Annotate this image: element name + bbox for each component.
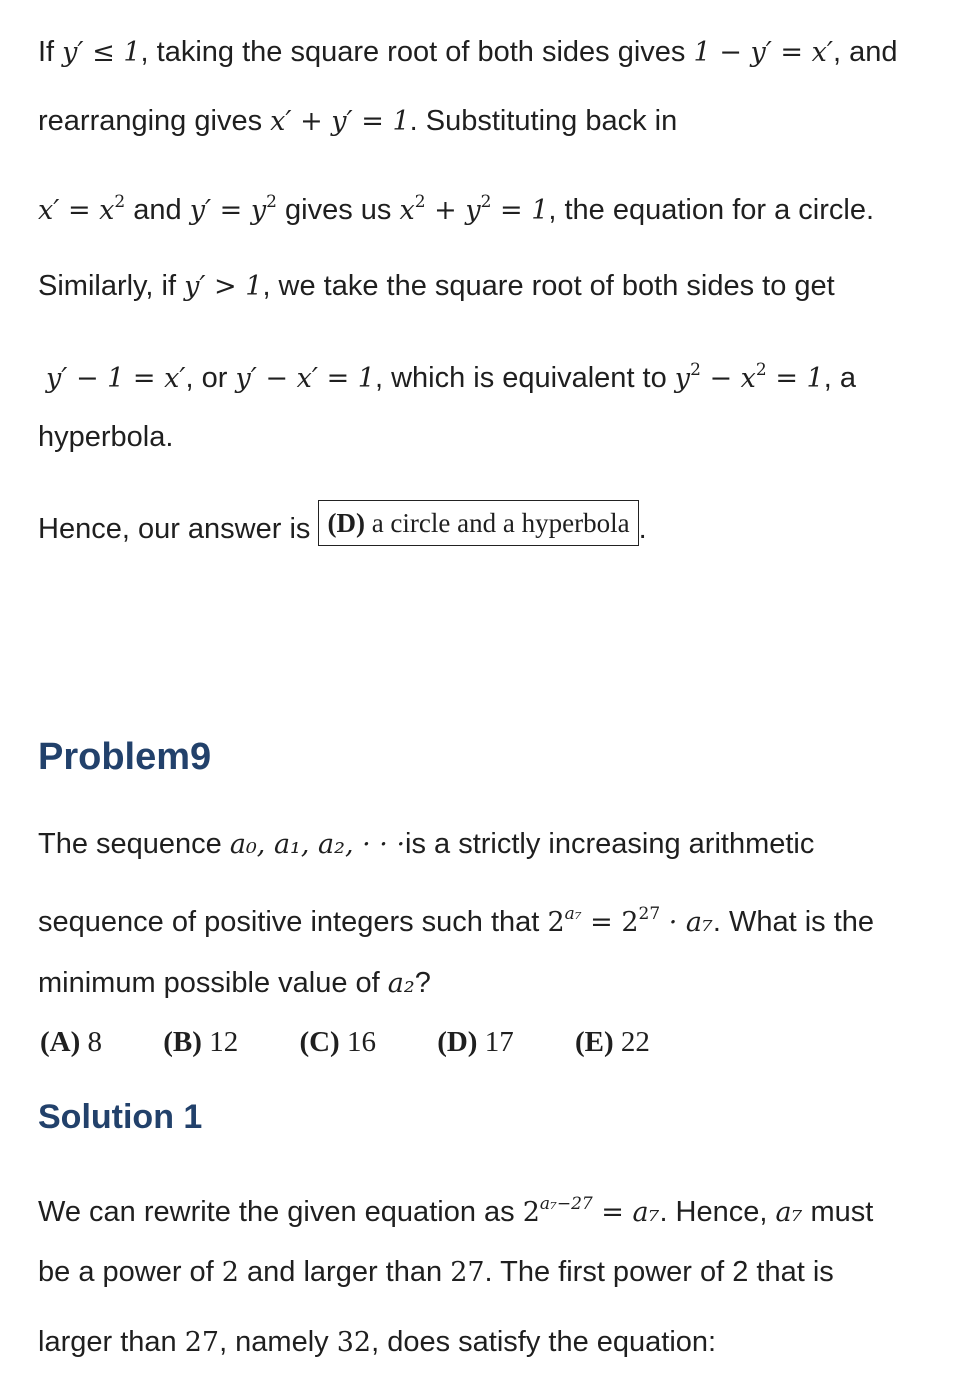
math: y′ > 1	[184, 271, 263, 302]
text: minimum possible value of	[38, 967, 388, 999]
answer-line	[38, 500, 647, 558]
math: a₇	[775, 1197, 803, 1228]
text: , taking the square root of both sides gives	[140, 36, 694, 68]
math: 27	[184, 1327, 220, 1358]
text: must	[802, 1196, 874, 1228]
text: We can rewrite the given equation as	[38, 1196, 523, 1228]
solution-line1	[38, 1184, 873, 1233]
text: , does satisfy the equation:	[371, 1326, 717, 1358]
text: , which is equivalent to	[374, 362, 675, 394]
math: = 2	[581, 907, 639, 938]
math: 2	[522, 1197, 540, 1228]
text: rearranging gives	[38, 105, 271, 137]
math: y′ − x′ = 1	[235, 363, 375, 394]
choice-d: (D) 17	[437, 1026, 514, 1058]
problem-line1	[38, 824, 814, 865]
para1-line3	[38, 182, 874, 231]
math: y	[674, 363, 691, 394]
para2-line1	[38, 266, 835, 307]
para1-line2	[38, 101, 677, 142]
text: ?	[414, 967, 431, 999]
superscript: 2	[690, 360, 701, 380]
math: 32	[336, 1327, 372, 1358]
text: Similarly, if	[38, 270, 185, 302]
math: − x	[700, 363, 756, 394]
text: , namely	[219, 1326, 337, 1358]
text: , or	[185, 362, 236, 394]
choice-b: (B) 12	[163, 1026, 239, 1058]
problem-line3	[38, 963, 431, 1004]
solution-line2	[38, 1252, 834, 1293]
problem-heading: Problem9	[38, 736, 212, 778]
answer-text: a circle and a hyperbola	[364, 508, 630, 538]
math: x′ + y′ = 1	[270, 106, 410, 137]
choice-c: (C) 16	[299, 1026, 376, 1058]
math: x′ = x	[38, 195, 115, 226]
choice-a: (A) 8	[40, 1026, 103, 1058]
math: = a₇	[592, 1197, 660, 1228]
text: , and	[832, 36, 898, 68]
text: be a power of	[38, 1256, 222, 1288]
superscript: 2	[114, 192, 126, 212]
text: and larger than	[238, 1256, 451, 1288]
solution-heading: Solution 1	[38, 1098, 203, 1136]
text: , a	[823, 362, 856, 394]
choice-e: (E) 22	[574, 1026, 650, 1058]
text: The sequence	[38, 828, 230, 860]
text: sequence of positive integers such that	[38, 906, 548, 938]
superscript: a₇	[564, 904, 582, 924]
superscript: 2	[480, 192, 492, 212]
text: Hence, our answer is	[38, 513, 319, 545]
math: y′ − 1 = x′	[46, 363, 186, 394]
superscript: 27	[638, 904, 661, 924]
math: a₂	[387, 968, 415, 999]
text: gives us	[276, 194, 400, 226]
text: If	[38, 36, 63, 68]
math: 2	[547, 907, 565, 938]
math: 2	[221, 1257, 239, 1288]
superscript: 2	[266, 192, 277, 212]
text: and	[125, 194, 190, 226]
text: is a strictly increasing arithmetic	[405, 828, 815, 860]
text: . What is the	[712, 906, 875, 938]
text: , the equation for a circle.	[548, 194, 875, 226]
math: · a₇	[660, 907, 713, 938]
math: = 1	[766, 363, 824, 394]
text: . The first power of 2 that is	[484, 1256, 834, 1288]
answer-letter: (D)	[327, 508, 365, 538]
para2-line2	[46, 350, 856, 399]
boxed-answer	[318, 500, 638, 546]
para2-line3	[38, 417, 173, 457]
text: .	[638, 513, 647, 545]
superscript: 2	[755, 360, 767, 380]
para1-line1	[38, 32, 897, 73]
text: hyperbola.	[38, 421, 174, 453]
math: = 1	[491, 195, 549, 226]
problem-line2	[38, 894, 874, 943]
answer-choices	[40, 1026, 704, 1059]
math: 27	[450, 1257, 485, 1288]
text: , we take the square root of both sides to get	[262, 270, 835, 302]
text: . Hence,	[659, 1196, 776, 1228]
text: larger than	[38, 1326, 185, 1358]
solution-line3	[38, 1322, 716, 1363]
superscript: a₇−27	[539, 1194, 593, 1214]
superscript: 2	[414, 192, 426, 212]
math: y′ ≤ 1	[62, 37, 141, 68]
math: x	[399, 195, 415, 226]
text: . Substituting back in	[409, 105, 678, 137]
math: + y	[425, 195, 481, 226]
math: 1 − y′ = x′	[693, 37, 833, 68]
math: y′ = y	[189, 195, 267, 226]
math: a₀, a₁, a₂, · · ·	[229, 829, 406, 860]
